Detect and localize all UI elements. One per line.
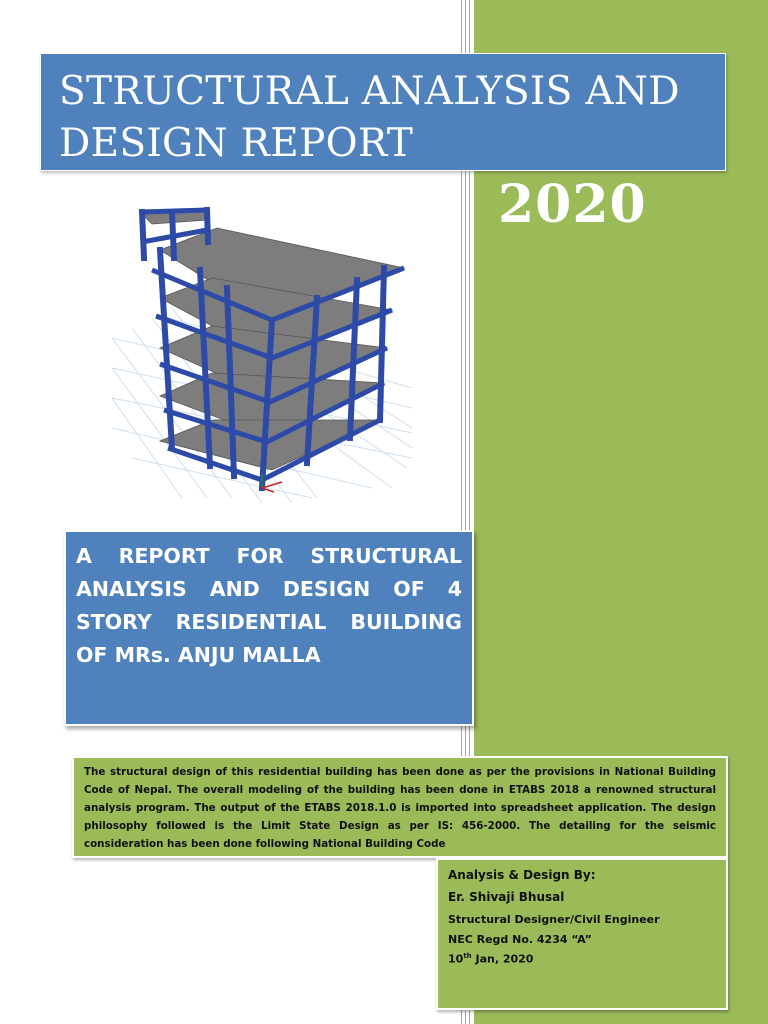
- author-name: Er. Shivaji Bhusal: [448, 890, 565, 904]
- date-suffix: th: [463, 952, 472, 960]
- date-day: 10: [448, 952, 464, 966]
- author-role: Structural Designer/Civil Engineer: [448, 913, 660, 926]
- title-box: [40, 53, 726, 171]
- report-year: 2020: [498, 174, 647, 235]
- author-registration: NEC Regd No. 4234 “A”: [448, 933, 592, 946]
- report-subject-box: [64, 530, 474, 726]
- author-box: [436, 858, 728, 1010]
- report-description: The structural design of this residential building has been done as per the provisions in National Building Code of Nepal. The overall modeling of the building has been done in ETABS 2018 a renowned structural analysis program. The output of the ETABS 2018.1.0 is imported into spreadsheet application. The design philosophy followed is the Limit State Design as per IS: 456-2000. The detailing for the seismic consideration has been done following National Building Code: [84, 766, 716, 850]
- author-heading: Analysis & Design By:: [448, 868, 596, 882]
- report-subject: A REPORT FOR STRUCTURAL ANALYSIS AND DESIGN OF 4 STORY RESIDENTIAL BUILDING OF MRs. ANJU MALLA: [76, 544, 462, 667]
- building-3d-model-image: [112, 198, 412, 508]
- report-date: [448, 952, 533, 966]
- report-title: STRUCTURAL ANALYSIS AND DESIGN REPORT: [59, 69, 680, 166]
- description-box: [72, 756, 728, 858]
- date-rest: Jan, 2020: [471, 952, 534, 966]
